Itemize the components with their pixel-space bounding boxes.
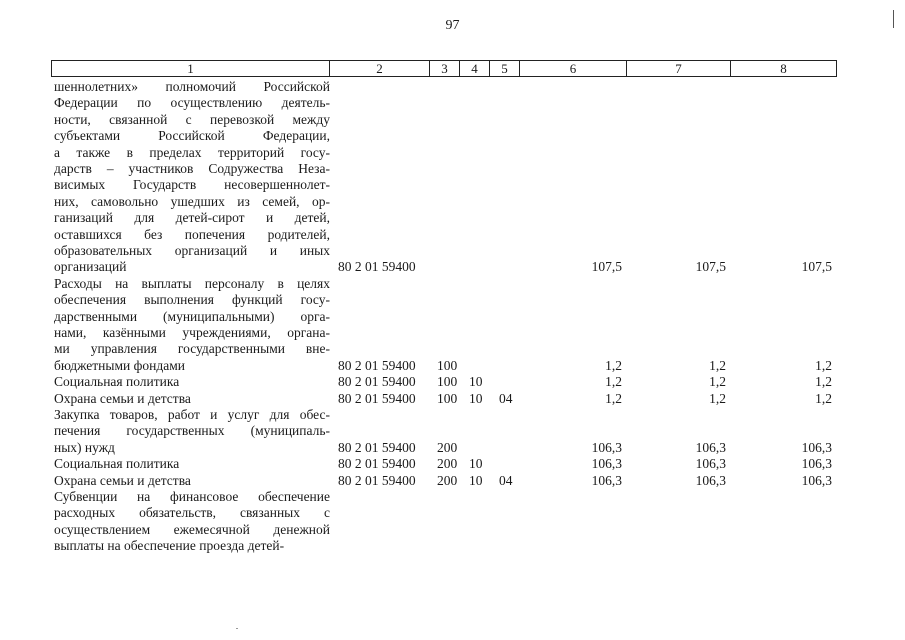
amount-col-6: 106,3 (591, 456, 622, 472)
description-line: выплаты на обеспечение проезда детей- (54, 538, 285, 554)
scan-speck (236, 628, 238, 629)
amount-col-6: 106,3 (591, 439, 622, 455)
amount-col-7: 1,2 (709, 374, 726, 390)
header-col-5: 5 (490, 61, 520, 76)
amount-col-6: 1,2 (605, 390, 622, 406)
expense-type-code: 100 (437, 374, 458, 390)
expense-type-code: 100 (437, 390, 458, 406)
row-description (54, 489, 330, 555)
section-code: 10 (469, 390, 483, 406)
row-description (54, 391, 330, 407)
description-line: образовательных организаций и иных (54, 243, 330, 259)
amount-col-6: 1,2 (605, 374, 622, 390)
description-line: шеннолетних» полномочий Российской (54, 79, 330, 94)
target-article-code: 80 2 01 59400 (338, 357, 416, 373)
description-line: печения государственных (муниципаль- (54, 423, 330, 439)
description-line: ности, связанной с перевозкой между (54, 111, 330, 127)
header-col-7: 7 (627, 61, 731, 76)
header-col-1: 1 (52, 61, 330, 76)
row-description (54, 456, 330, 472)
description-line: ганизаций для детей-сирот и детей, (54, 210, 330, 226)
description-line: Субвенции на финансовое обеспечение (54, 489, 330, 504)
description-line: а также в пределах территорий госу- (54, 144, 330, 160)
header-col-6: 6 (520, 61, 627, 76)
row-description (54, 407, 330, 456)
expense-type-code: 200 (437, 439, 458, 455)
description-line: нами, казёнными учреждениями, органа- (54, 325, 330, 341)
amount-col-7: 1,2 (709, 357, 726, 373)
row-description (54, 276, 330, 374)
description-line: Социальная политика (54, 374, 180, 390)
section-code: 10 (469, 374, 483, 390)
amount-col-8: 1,2 (815, 374, 832, 390)
row-description (54, 473, 330, 489)
section-code: 10 (469, 472, 483, 488)
subsection-code: 04 (499, 472, 513, 488)
description-line: субъектами Российской Федерации, (54, 128, 330, 144)
row-description (54, 374, 330, 390)
amount-col-7: 1,2 (709, 390, 726, 406)
description-line: Охрана семьи и детства (54, 472, 191, 488)
section-code: 10 (469, 456, 483, 472)
target-article-code: 80 2 01 59400 (338, 456, 416, 472)
amount-col-7: 106,3 (695, 456, 726, 472)
description-line: организаций (54, 259, 127, 275)
amount-col-6: 107,5 (591, 259, 622, 275)
row-description (54, 79, 330, 276)
amount-col-8: 107,5 (801, 259, 832, 275)
amount-col-8: 1,2 (815, 357, 832, 373)
description-line: Федерации по осуществлению деятель- (54, 95, 330, 111)
amount-col-8: 1,2 (815, 390, 832, 406)
target-article-code: 80 2 01 59400 (338, 390, 416, 406)
amount-col-7: 107,5 (695, 259, 726, 275)
table-header-row (51, 60, 837, 77)
header-col-3: 3 (430, 61, 460, 76)
description-line: висимых Государств несовершеннолет- (54, 177, 330, 193)
margin-mark (893, 10, 894, 28)
description-line: Социальная политика (54, 456, 180, 472)
description-line: них, самовольно ушедших из семей, ор- (54, 193, 330, 209)
expense-type-code: 200 (437, 472, 458, 488)
target-article-code: 80 2 01 59400 (338, 374, 416, 390)
description-line: осуществлением ежемесячной денежной (54, 521, 330, 537)
target-article-code: 80 2 01 59400 (338, 472, 416, 488)
description-line: обеспечения выполнения функций госу- (54, 292, 330, 308)
description-line: Расходы на выплаты персоналу в целях (54, 275, 330, 291)
target-article-code: 80 2 01 59400 (338, 259, 416, 275)
subsection-code: 04 (499, 390, 513, 406)
amount-col-8: 106,3 (801, 472, 832, 488)
description-line: расходных обязательств, связанных с (54, 505, 330, 521)
description-line: бюджетными фондами (54, 357, 185, 373)
amount-col-8: 106,3 (801, 456, 832, 472)
description-line: дарственными (муниципальными) орга- (54, 308, 330, 324)
description-line: Охрана семьи и детства (54, 390, 191, 406)
header-col-4: 4 (460, 61, 490, 76)
description-line: дарств – участников Содружества Неза- (54, 161, 330, 177)
amount-col-8: 106,3 (801, 439, 832, 455)
description-line: оставшихся без попечения родителей, (54, 226, 330, 242)
expense-type-code: 100 (437, 357, 458, 373)
expense-type-code: 200 (437, 456, 458, 472)
description-line: Закупка товаров, работ и услуг для обес- (54, 407, 330, 422)
description-line: ми управления государственными вне- (54, 341, 330, 357)
amount-col-6: 1,2 (605, 357, 622, 373)
header-col-8: 8 (780, 61, 787, 76)
amount-col-7: 106,3 (695, 439, 726, 455)
amount-col-7: 106,3 (695, 472, 726, 488)
amount-col-6: 106,3 (591, 472, 622, 488)
page-number: 97 (445, 18, 460, 33)
description-line: ных) нужд (54, 439, 115, 455)
header-col-2: 2 (330, 61, 430, 76)
target-article-code: 80 2 01 59400 (338, 439, 416, 455)
